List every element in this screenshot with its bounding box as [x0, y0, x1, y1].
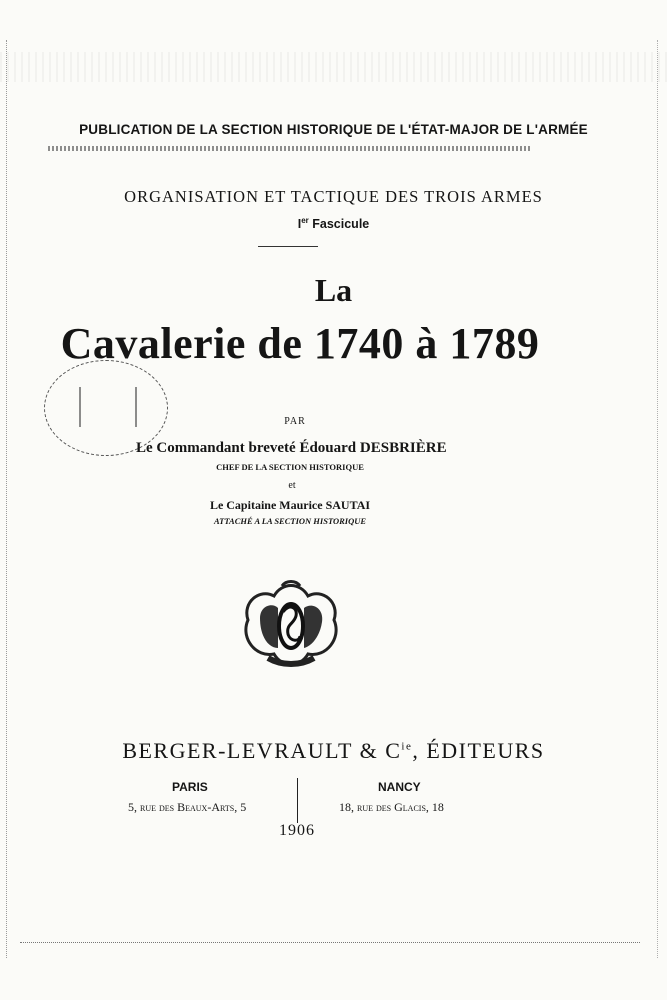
publication-year: 1906	[279, 822, 315, 839]
city-separator	[297, 778, 298, 823]
title-line-1: La	[314, 272, 353, 308]
scan-noise-top	[0, 52, 667, 82]
by-label: PAR	[284, 416, 306, 427]
city-nancy: NANCY	[378, 780, 421, 794]
address-paris: 5, rue des Beaux-Arts, 5	[128, 800, 247, 814]
author-1-name: Le Commandant breveté Édouard DESBRIÈRE	[136, 440, 447, 456]
publisher-name: BERGER-LEVRAULT & $C^{ie}$, ÉDITEURS	[122, 738, 545, 763]
address-nancy: 18, rue des Glacis, 18	[339, 800, 444, 814]
author-1-role: CHEF DE LA SECTION HISTORIQUE	[216, 462, 364, 472]
series-header: PUBLICATION DE LA SECTION HISTORIQUE DE L'ÉTAT-MAJOR DE L'ARMÉE	[79, 122, 588, 137]
short-rule	[258, 246, 318, 247]
city-paris: PARIS	[172, 780, 208, 794]
and-label: et	[288, 480, 296, 491]
publisher-emblem-icon	[238, 578, 344, 672]
scan-edge-bottom	[20, 942, 640, 946]
main-title: Cavalerie de 1740 à 1789	[60, 319, 540, 368]
author-2-name: Le Capitaine Maurice SAUTAI	[209, 498, 371, 512]
collection-title: ORGANISATION ET TACTIQUE DES TROIS ARMES	[124, 187, 543, 206]
wavy-divider	[48, 146, 530, 151]
fascicule-label: Ier Fascicule	[297, 216, 370, 232]
author-2-role: ATTACHÉ A LA SECTION HISTORIQUE	[213, 516, 367, 526]
